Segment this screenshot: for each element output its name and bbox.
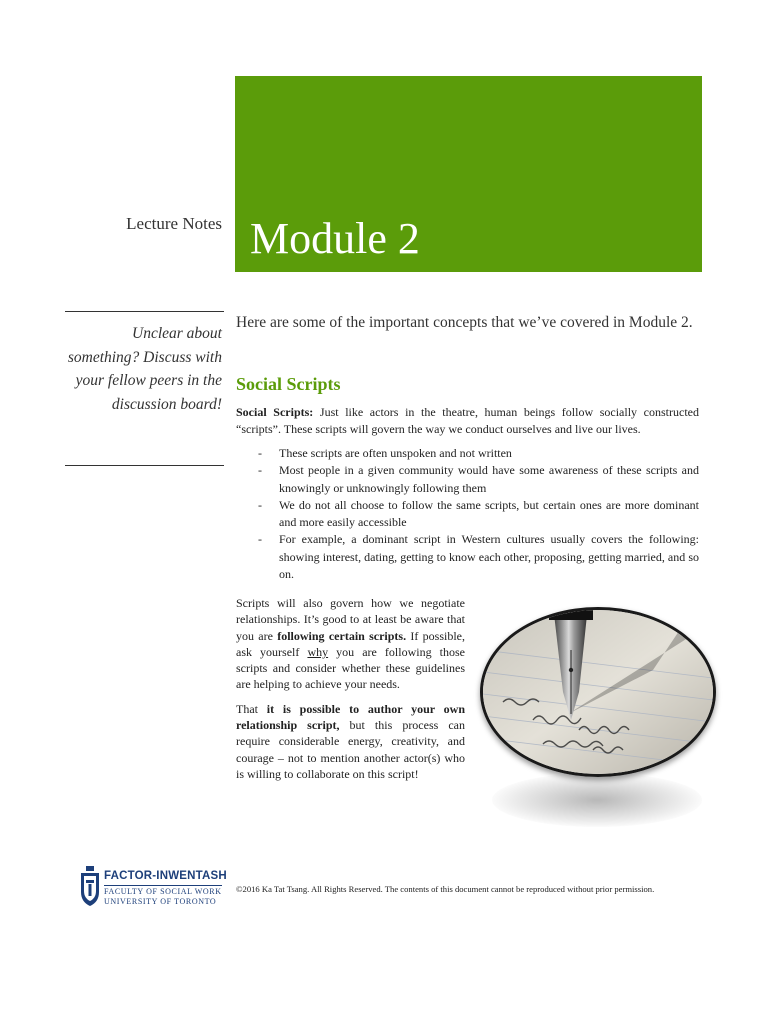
- text-run: That: [236, 701, 267, 716]
- definition-term: Social Scripts:: [236, 405, 314, 419]
- pen-writing-image: [483, 610, 713, 774]
- definition-text: Just like actors in the theatre, human beings follow socially constructed “scripts”. These scripts will govern the way we conduct ourselves and live our lives.: [236, 405, 699, 436]
- fountain-pen-photo: [478, 605, 714, 835]
- list-item: - We do not all choose to follow the same scripts, but certain ones are more dominant and more easily accessible: [258, 497, 699, 530]
- module-banner: [235, 76, 702, 272]
- list-item: - These scripts are often unspoken and not written: [258, 446, 512, 460]
- author-script-paragraph: [236, 701, 465, 782]
- list-item-text: For example, a dominant script in Western cultures usually covers the following: showing interest, dating, getting to know each other, proposing, getting married, and so on.: [279, 532, 699, 582]
- crest-icon: [80, 866, 100, 906]
- sidebar-callout: Unclear about something? Discuss with your fellow peers in the discussion board!: [67, 325, 222, 413]
- scripts-column: [236, 595, 465, 790]
- university-logo: [80, 866, 230, 910]
- sidebar-divider-top: [65, 311, 224, 312]
- list-item: - For example, a dominant script in Western cultures usually covers the following: showing interest, dating, getting to know each other, proposing, getting married, and so on.: [258, 532, 699, 582]
- text-run-underline: why: [307, 644, 329, 659]
- logo-line-1: FACTOR-INWENTASH: [104, 870, 227, 882]
- photo-shadow: [492, 773, 702, 827]
- text-run-bold: it is possible to author your own relationship script,: [236, 701, 465, 733]
- negotiate-paragraph: [236, 595, 465, 693]
- sidebar-divider-bottom: [65, 465, 224, 466]
- definition-paragraph: [236, 404, 699, 437]
- text-run: If possible, ask yourself: [236, 628, 465, 659]
- list-item-text: Most people in a given community would have some awareness of these scripts and knowingly or unknowingly following them: [279, 463, 699, 495]
- logo-line-2: FACULTY OF SOCIAL WORK: [104, 887, 222, 896]
- logo-line-3: UNIVERSITY OF TORONTO: [104, 897, 217, 906]
- bullet-list: [236, 445, 699, 583]
- list-item-text: We do not all choose to follow the same scripts, but certain ones are more dominant and more easily accessible: [279, 497, 699, 530]
- text-run: Scripts will also govern how we negotiate relationships. It’s good to at least be aware that you are: [236, 596, 465, 643]
- lecture-notes-label: Lecture Notes: [126, 214, 222, 233]
- list-item-text: These scripts are often unspoken and not written: [279, 446, 512, 460]
- copyright-notice: ©2016 Ka Tat Tsang. All Rights Reserved. The contents of this document cannot be reproduced without prior permission.: [236, 884, 655, 894]
- text-run: but this process can require considerable energy, creativity, and courage – not to mention another actor(s) who is willing to collaborate on this script!: [236, 718, 465, 781]
- intro-paragraph: Here are some of the important concepts that we’ve covered in Module 2.: [236, 314, 693, 331]
- module-title: Module 2: [250, 214, 420, 263]
- list-item: - Most people in a given community would have some awareness of these scripts and knowingly or unknowingly following them: [258, 463, 699, 495]
- text-run-bold: following certain scripts.: [277, 628, 407, 643]
- section-heading: Social Scripts: [236, 374, 341, 394]
- text-run: you are following those scripts and consider whether these guidelines are helping to achieve your needs.: [236, 644, 465, 692]
- photo-frame: [480, 607, 716, 777]
